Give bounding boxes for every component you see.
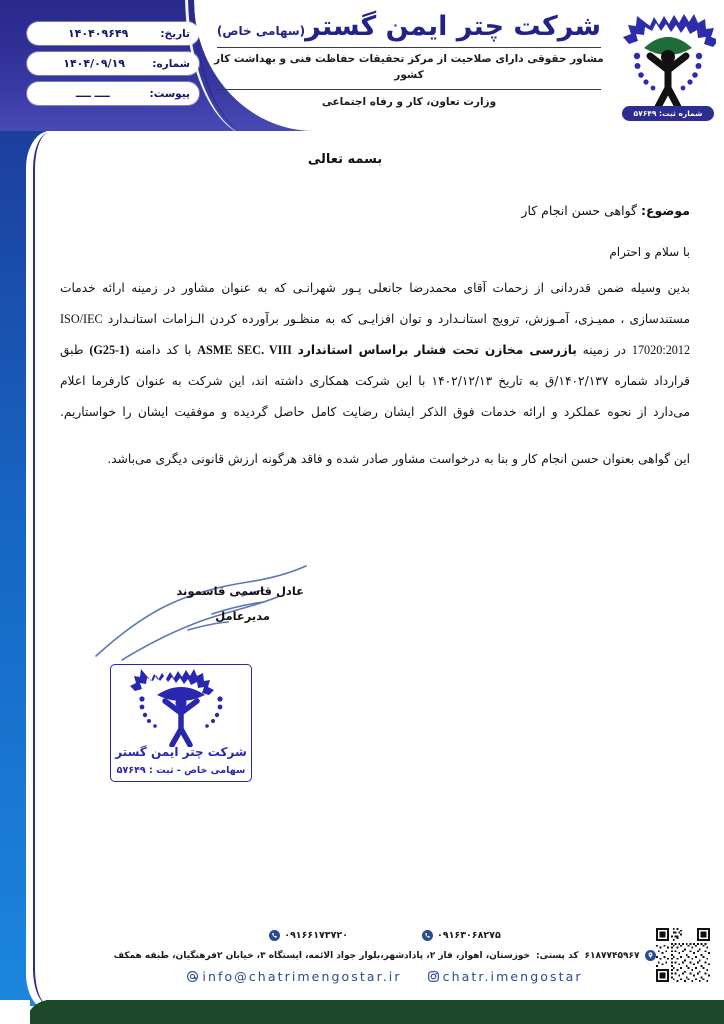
footer-postal-code: ۶۱۸۷۷۴۵۹۶۷	[584, 950, 640, 961]
meta-row-attachment	[27, 82, 199, 105]
logo-gear-figure-icon	[620, 10, 716, 110]
meta-row-number	[27, 52, 199, 75]
footer-address-text: خوزستان، اهواز، فاز ۲، پادادشهر،بلوار جواد الائمه، ایستگاه ۳، خیابان ۲فرهنگیان، طبقه همکف	[113, 950, 531, 961]
footer-phone-2-number: ۰۹۱۶۳۰۶۸۲۷۵	[437, 930, 501, 941]
document-footer	[46, 925, 724, 1000]
company-name-text: شرکت چتر ایمن گستر	[305, 11, 602, 42]
instagram-icon	[428, 971, 439, 982]
document-header	[0, 0, 724, 131]
footer-postal-label: کد پستی:	[536, 950, 579, 961]
meta-value-date: ۱۴۰۴۰۹۶۴۹	[67, 27, 129, 40]
footer-phone-1[interactable]	[269, 930, 348, 941]
company-stamp	[110, 664, 252, 782]
signature-block	[92, 552, 342, 662]
stamp-inner	[111, 665, 251, 781]
scope-bold-text: بازرسی مخازن تحت فشار براساس استاندارد	[297, 343, 577, 358]
stamp-registration: سهامی خاص - ثبت : ۵۷۶۴۹	[116, 765, 246, 776]
qr-code-icon	[656, 928, 710, 982]
footer-instagram-text: chatr.imengostar	[442, 969, 583, 984]
meta-value-attachment: ــــ ــــ	[75, 87, 110, 100]
brand-divider-top	[217, 47, 601, 48]
header-meta-block	[27, 22, 199, 112]
footer-phones	[46, 930, 724, 941]
document-body	[60, 140, 690, 474]
domain-code: (G25-1)	[89, 343, 130, 358]
footer-phone-2[interactable]	[422, 930, 501, 941]
meta-label-date: تاریخ:	[160, 27, 190, 40]
company-type: (سهامی خاص)	[216, 24, 306, 38]
meta-value-number: ۱۴۰۴/۰۹/۱۹	[63, 57, 125, 70]
main-paragraph	[60, 273, 690, 429]
footer-white-gap	[0, 1000, 30, 1024]
footer-email[interactable]	[187, 969, 401, 984]
meta-label-attachment: پیوست:	[149, 87, 190, 100]
footer-contacts	[46, 969, 724, 984]
at-sign-icon	[187, 971, 198, 982]
brand-block	[199, 12, 619, 111]
iso-standard-code: ISO/IEC 17020:2012	[60, 312, 691, 358]
footer-phone-1-number: ۰۹۱۶۶۱۷۳۷۲۰	[284, 930, 348, 941]
stamp-company-name: شرکت چتر ایمن گستر	[115, 745, 247, 759]
brand-subtitle-1: مشاور حقوقی دارای صلاحیت از مرکز تحقیقات حفاظت فنی و بهداشت کار کشور	[214, 53, 604, 81]
asme-standard-code: ASME SEC. VIII	[197, 343, 292, 358]
meta-row-date	[27, 22, 199, 45]
footer-email-text: info@chatrimengostar.ir	[202, 969, 402, 984]
subject-line	[60, 203, 690, 218]
phone-icon	[422, 930, 433, 941]
company-logo	[620, 10, 716, 122]
handwritten-signature-icon	[92, 552, 342, 662]
stamp-gear-figure-icon	[111, 665, 251, 747]
subject-value: گواهی حسن انجام کار	[521, 203, 637, 218]
closing-paragraph: این گواهی بعنوان حسن انجام کار و بنا به درخواست مشاور صادر شده و فاقد هرگونه ارزش قانونی دیگری می‌باشد.	[107, 451, 690, 466]
brand-subtitle-2: وزارت تعاون، کار و رفاه اجتماعی	[321, 95, 497, 108]
meta-label-number: شماره:	[152, 57, 190, 70]
subject-label: موضوع:	[640, 203, 690, 218]
brand-divider-bottom	[217, 89, 601, 90]
logo-registration-badge: شماره ثبت: ۵۷۶۴۹	[622, 106, 714, 121]
paragraph-part-1: بدین وسیله ضمن قدردانی از زحمات آقای محمدرضا جانعلی پـور شهرانـی که به عنوان مشاور در زمینه ارائه خدمات مستندسازی ، ممیـزی، آمـوزش، ترویج استانـدارد و توان افزایـی که به منظـور برآورده کردن الـزامات استانـدارد	[60, 281, 690, 327]
footer-address-row	[46, 950, 724, 961]
company-name	[199, 12, 619, 42]
phone-icon	[269, 930, 280, 941]
location-pin-icon	[645, 950, 656, 961]
paragraph-part-4: طبق قرارداد شماره ۱۴۰۲/۱۳۷/ق به تاریخ ۱۴۰۲/۱۲/۱۳ با این شرکت همکاری داشته اند، این شرکت به عنوان کارفرما اعلام می‌دارد از نحوه عملکرد و ارائه خدمات فوق الذکر ایشان رضایت کامل حاصل گردیده و موفقیت ایشان را خواستاریم.	[60, 343, 690, 420]
signer-name: عادل قاسمی قاسموند	[176, 584, 304, 598]
paragraph-part-2: در زمینه	[582, 343, 627, 358]
footer-green-bar	[46, 1000, 724, 1024]
footer-instagram[interactable]	[428, 969, 583, 984]
greeting-line: با سلام و احترام	[609, 245, 690, 259]
left-navy-line	[33, 133, 49, 1005]
paragraph-part-3: با کد دامنه	[135, 343, 192, 358]
bismillah-heading: بسمه تعالی	[307, 152, 383, 167]
signer-role: مدیرعامل	[215, 609, 270, 623]
qr-code[interactable]	[656, 928, 710, 982]
